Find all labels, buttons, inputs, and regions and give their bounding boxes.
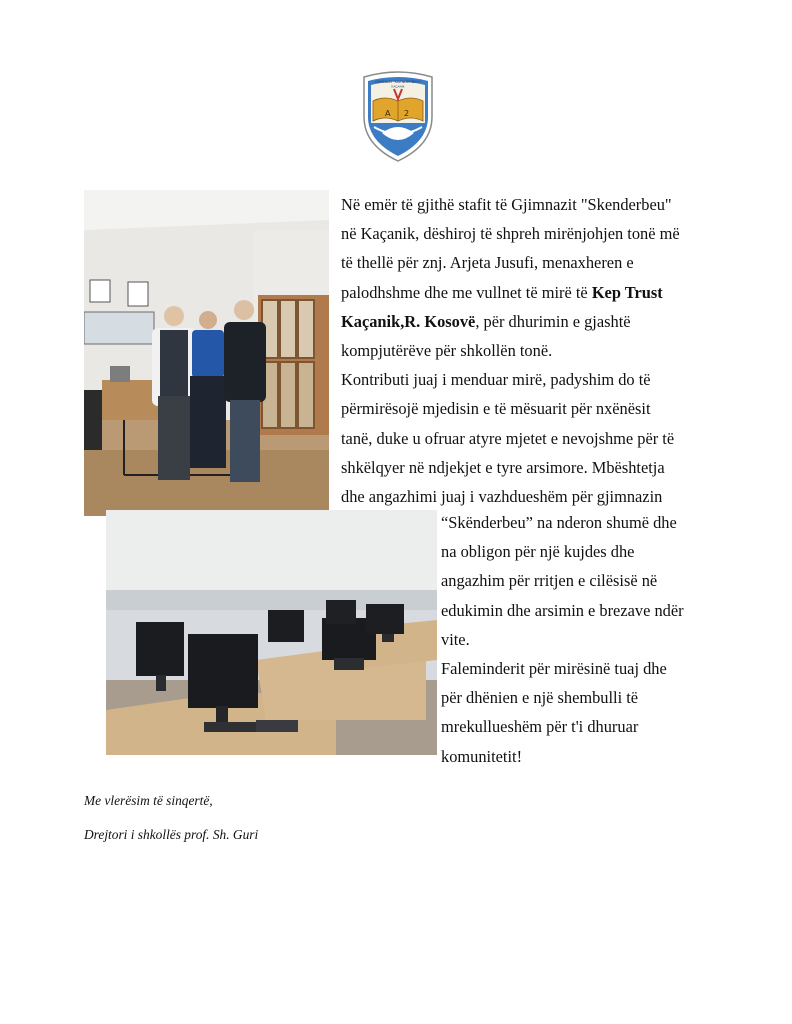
crest-place: KAÇANIK bbox=[391, 84, 405, 89]
letter-line: “Skënderbeu” na nderon shumë dhe bbox=[441, 513, 677, 532]
letter-line: kompjutërëve për shkollën tonë. bbox=[341, 340, 553, 360]
letter-body-top bbox=[341, 190, 680, 511]
school-crest-logo bbox=[358, 71, 438, 163]
letter-line: edukimin dhe arsimin e brezave ndër bbox=[441, 600, 684, 620]
crest-letter-2: 2 bbox=[404, 109, 410, 118]
letter-text: palodhshme dhe me vullnet të mirë të bbox=[341, 282, 592, 302]
letter-line: të thellë për znj. Arjeta Jusufi, menaxheren e bbox=[341, 253, 634, 273]
crest-letter-a: A bbox=[385, 109, 391, 118]
letter-line: Kontributi juaj i menduar mirë, padyshim do të bbox=[341, 370, 651, 390]
letter-line: dhe angazhimi juaj i vazhdueshëm për gjimnazin bbox=[341, 486, 663, 506]
letter-line: shkëlqyer në ndjekjet e tyre arsimore. Mbështetja bbox=[341, 457, 665, 477]
photo-computer-lab bbox=[106, 510, 437, 755]
letter-line: në Kaçanik, dëshiroj të shpreh mirënjohjen tonë më bbox=[341, 224, 680, 244]
letter-line: Në emër të gjithë stafit të Gjimnazit "Skenderbeu" bbox=[341, 195, 672, 214]
letter-line: përmirësojë mjedisin e të mësuarit për nxënësit bbox=[341, 399, 651, 419]
photo-staff-in-office bbox=[84, 190, 329, 516]
crest-school-name: GJIMNAZI "SKENDERBEU" bbox=[375, 80, 421, 84]
letter-line bbox=[341, 278, 680, 307]
signer-name: Drejtori i shkollës prof. Sh. Guri bbox=[84, 827, 259, 842]
letter-line: na obligon për një kujdes dhe bbox=[441, 542, 635, 562]
letter-line: Faleminderit për mirësinë tuaj dhe bbox=[441, 658, 667, 678]
letter-line bbox=[341, 307, 680, 336]
letter-line: mrekullueshëm për t'i dhuruar bbox=[441, 717, 639, 737]
letter-line: tanë, duke u ofruar atyre mjetet e nevojshme për të bbox=[341, 428, 675, 448]
company-location-bold: Kaçanik,R. Kosovë bbox=[341, 311, 476, 331]
letter-line: për dhënien e një shembulli të bbox=[441, 688, 639, 708]
crest-icon bbox=[358, 71, 438, 163]
letter-text: , për dhurimin e gjashtë bbox=[475, 311, 631, 331]
letter-line: vite. bbox=[441, 629, 470, 649]
letter-body-bottom bbox=[441, 508, 684, 771]
company-name-bold: Kep Trust bbox=[591, 282, 663, 302]
closing-regards: Me vlerësim të sinqertë, bbox=[84, 793, 213, 808]
letter-line: komunitetit! bbox=[441, 746, 523, 766]
letter-line: angazhim për rritjen e cilësisë në bbox=[441, 571, 658, 591]
